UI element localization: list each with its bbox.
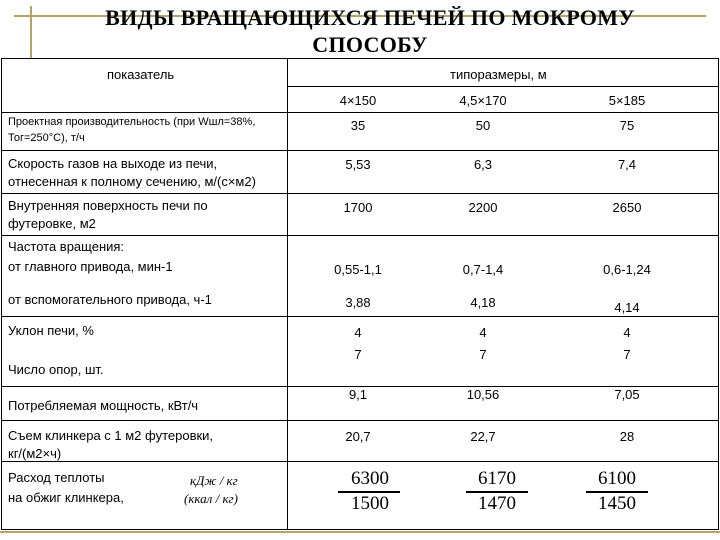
page-title-line-2: СПОСОБУ <box>312 32 428 57</box>
table-border-left <box>1 58 2 530</box>
row-label: от главного привода, мин-1 <box>8 259 173 274</box>
cell-value: 6,3 <box>473 157 493 172</box>
cell-value: 7 <box>623 347 631 362</box>
column-header: 5×185 <box>608 93 646 108</box>
header-divider <box>287 86 719 87</box>
row-label: на обжиг клинкера, <box>8 490 124 505</box>
cell-value: 2200 <box>468 200 498 215</box>
cell-value: 7 <box>479 347 487 362</box>
decorative-bottom-line <box>0 531 720 533</box>
fraction-denominator: 1500 <box>351 493 389 514</box>
cell-value: 20,7 <box>345 429 371 444</box>
row-divider <box>1 420 719 421</box>
cell-value: 0,7-1,4 <box>462 262 504 277</box>
cell-value: 5,53 <box>345 157 371 172</box>
fraction-numerator: 6170 <box>478 468 516 489</box>
row-label: Внутренняя поверхность печи по футеровке, м2 <box>8 198 208 231</box>
cell-value: 10,56 <box>466 387 500 402</box>
cell-value: 7 <box>354 347 362 362</box>
row-label: от вспомогательного привода, ч-1 <box>8 292 212 307</box>
cell-value: 4 <box>354 325 362 340</box>
row-divider <box>1 193 719 194</box>
cell-value: 4 <box>623 325 631 340</box>
cell-value: 22,7 <box>470 429 496 444</box>
cell-value: 75 <box>619 118 635 133</box>
column-header: 4×150 <box>339 93 377 108</box>
row-label: Частота вращения: <box>8 239 125 254</box>
page-title-line-1: ВИДЫ ВРАЩАЮЩИХСЯ ПЕЧЕЙ ПО МОКРОМУ <box>105 5 635 30</box>
header-param-label: показатель <box>107 67 175 82</box>
fraction-denominator: 1470 <box>478 493 516 514</box>
fraction-numerator: 6100 <box>598 468 636 489</box>
cell-value: 7,4 <box>617 157 637 172</box>
unit-label: (ккал / кг) <box>184 491 238 506</box>
cell-value: 9,1 <box>348 387 368 402</box>
table-border-bottom <box>1 529 719 530</box>
column-header: 4,5×170 <box>459 93 507 108</box>
cell-value: 50 <box>475 118 491 133</box>
cell-value: 7,05 <box>614 387 640 402</box>
row-divider <box>1 150 719 151</box>
page-title <box>40 4 700 58</box>
row-label: Расход теплоты <box>8 470 105 485</box>
row-label: Проектная производительность (при Wшл=38%, Тог=250°С), т/ч <box>8 116 256 144</box>
row-label: Потребляемая мощность, кВт/ч <box>8 398 199 413</box>
fraction-numerator: 6300 <box>351 468 389 489</box>
fraction-denominator: 1450 <box>598 493 636 514</box>
unit-label: кДж / кг <box>190 473 238 488</box>
row-divider <box>1 316 719 317</box>
cell-value: 4,14 <box>614 300 640 315</box>
cell-value: 4 <box>479 325 487 340</box>
row-label: Уклон печи, % <box>8 323 94 338</box>
table-column-divider <box>287 58 288 530</box>
row-label: Число опор, шт. <box>8 362 104 377</box>
decorative-left-line <box>30 6 32 58</box>
cell-value: 35 <box>350 118 366 133</box>
table-border-right <box>718 58 719 530</box>
header-sizes-label: типоразмеры, м <box>450 67 547 82</box>
row-divider <box>1 235 719 236</box>
cell-value: 4,18 <box>470 295 496 310</box>
row-label: Скорость газов на выходе из печи, отнесенная к полному сечению, м/(с×м2) <box>8 156 256 189</box>
cell-value: 0,6-1,24 <box>603 262 651 277</box>
cell-value: 1700 <box>343 200 373 215</box>
cell-value: 2650 <box>612 200 642 215</box>
row-label: Съем клинкера с 1 м2 футеровки, кг/(м2×ч) <box>8 428 214 461</box>
row-divider <box>1 112 719 113</box>
cell-value: 28 <box>619 429 635 444</box>
cell-value: 0,55-1,1 <box>334 262 382 277</box>
cell-value: 3,88 <box>345 295 371 310</box>
table-border-top <box>1 58 719 59</box>
